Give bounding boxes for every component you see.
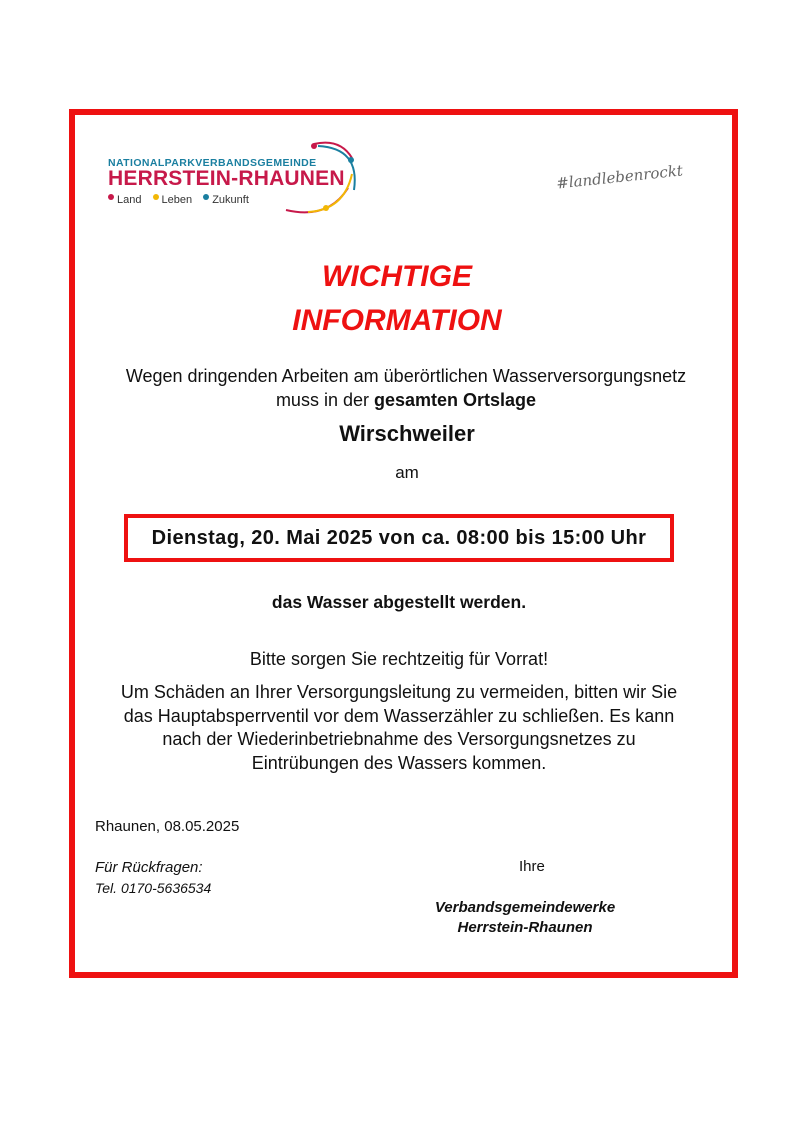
dot-icon <box>108 194 114 200</box>
title <box>0 255 794 343</box>
water-off-text: das Wasser abgestellt werden. <box>271 592 527 612</box>
details-line: Eintrübungen des Wassers kommen. <box>251 752 547 773</box>
date-place: Rhaunen, 08.05.2025 <box>95 818 240 835</box>
dot-icon <box>153 194 159 200</box>
intro-line1: Wegen dringenden Arbeiten am überörtlichen Wasserversorgungsnetz <box>125 366 687 386</box>
hashtag: #landlebenrockt <box>555 161 684 193</box>
details-line: das Hauptabsperrventil vor dem Wasserzähler zu schließen. Es kann <box>123 705 675 726</box>
contact-label: Für Rückfragen: <box>95 859 203 876</box>
details-line: Um Schäden an Ihrer Versorgungsleitung zu vermeiden, bitten wir Sie <box>120 682 678 702</box>
logo <box>108 138 368 218</box>
date-box <box>124 514 674 562</box>
greeting: Ihre <box>519 858 545 875</box>
logo-arcs-icon <box>278 138 368 218</box>
logo-org-line2: HERRSTEIN-RHAUNEN <box>108 167 345 190</box>
details-line: nach der Wiederinbetriebnahme des Versorgungsnetzes zu <box>162 729 636 749</box>
dot-icon <box>203 194 209 200</box>
date-line: Dienstag, 20. Mai 2025 von ca. 08:00 bis 15:00 Uhr <box>151 526 647 549</box>
reminder-text: Bitte sorgen Sie rechtzeitig für Vorrat! <box>249 649 549 669</box>
title-line1: WICHTIGE <box>322 260 472 293</box>
signature-line1: Verbandsgemeindewerke <box>434 899 616 916</box>
am-text: am <box>395 463 419 482</box>
intro-text <box>0 364 794 412</box>
claim-zukunft: Zukunft <box>203 194 249 206</box>
intro-line2: muss in der gesamten Ortslage <box>275 390 537 410</box>
intro-emphasis: gesamten Ortslage <box>373 390 537 410</box>
claim-leben: Leben <box>153 194 193 206</box>
logo-org-line1: NATIONALPARKVERBANDSGEMEINDE <box>108 157 317 169</box>
contact-info <box>95 858 211 898</box>
place-name: Wirschweiler <box>339 421 475 446</box>
claim-land: Land <box>108 194 141 206</box>
title-line2: INFORMATION <box>292 304 502 337</box>
signature-line2: Herrstein-Rhaunen <box>457 919 593 936</box>
logo-claims <box>108 194 257 206</box>
phone-number: Tel. 0170-5636534 <box>95 880 212 896</box>
signature <box>405 898 645 938</box>
details-text <box>100 681 698 775</box>
